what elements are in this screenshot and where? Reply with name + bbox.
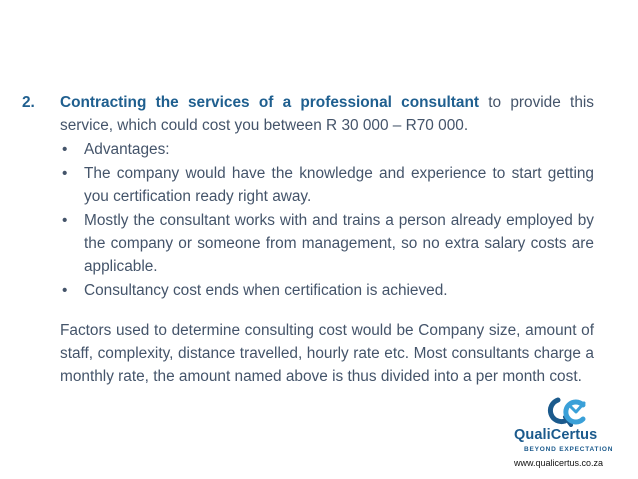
item-lead-bold: Contracting the services of a professional consultant: [60, 94, 479, 111]
item-lead: [60, 91, 594, 137]
bullet-text: Advantages:: [84, 141, 170, 158]
bullet-text: Mostly the consultant works with and trains a person already employed by the company or someone from management, so no extra salary costs are applicable.: [84, 212, 594, 275]
bullet-dot: •: [62, 282, 68, 299]
bullet-item: [60, 279, 594, 302]
item-number: 2.: [22, 94, 35, 111]
bullet-text: Consultancy cost ends when certification is achieved.: [84, 282, 448, 299]
item-body: [60, 91, 594, 388]
qc-logo-mark-icon: [543, 397, 587, 427]
bullet-item: [60, 138, 594, 161]
logo-tagline: BEYOND EXPECTATION: [524, 446, 614, 453]
bullet-list: [60, 138, 594, 302]
bullet-dot: •: [62, 212, 68, 229]
website-url: www.qualicertus.co.za: [514, 458, 604, 468]
bullet-dot: •: [62, 141, 68, 158]
bullet-dot: •: [62, 165, 68, 182]
bullet-item: [60, 209, 594, 278]
bullet-text: The company would have the knowledge and experience to start getting you certification ready right away.: [84, 165, 594, 205]
item-lead-rest: to provide this service, which could cost you between R 30 000 – R70 000.: [60, 94, 595, 134]
factors-paragraph: Factors used to determine consulting cost would be Company size, amount of staff, complexity, distance travelled, hourly rate etc. Most consultants charge a monthly rate, the amount named above is thus divided into a per month cost.: [60, 322, 594, 385]
bullet-item: [60, 162, 594, 208]
logo-c-shape: [566, 402, 584, 422]
company-logo: [510, 397, 634, 473]
logo-name: QualiCertus: [514, 427, 598, 443]
